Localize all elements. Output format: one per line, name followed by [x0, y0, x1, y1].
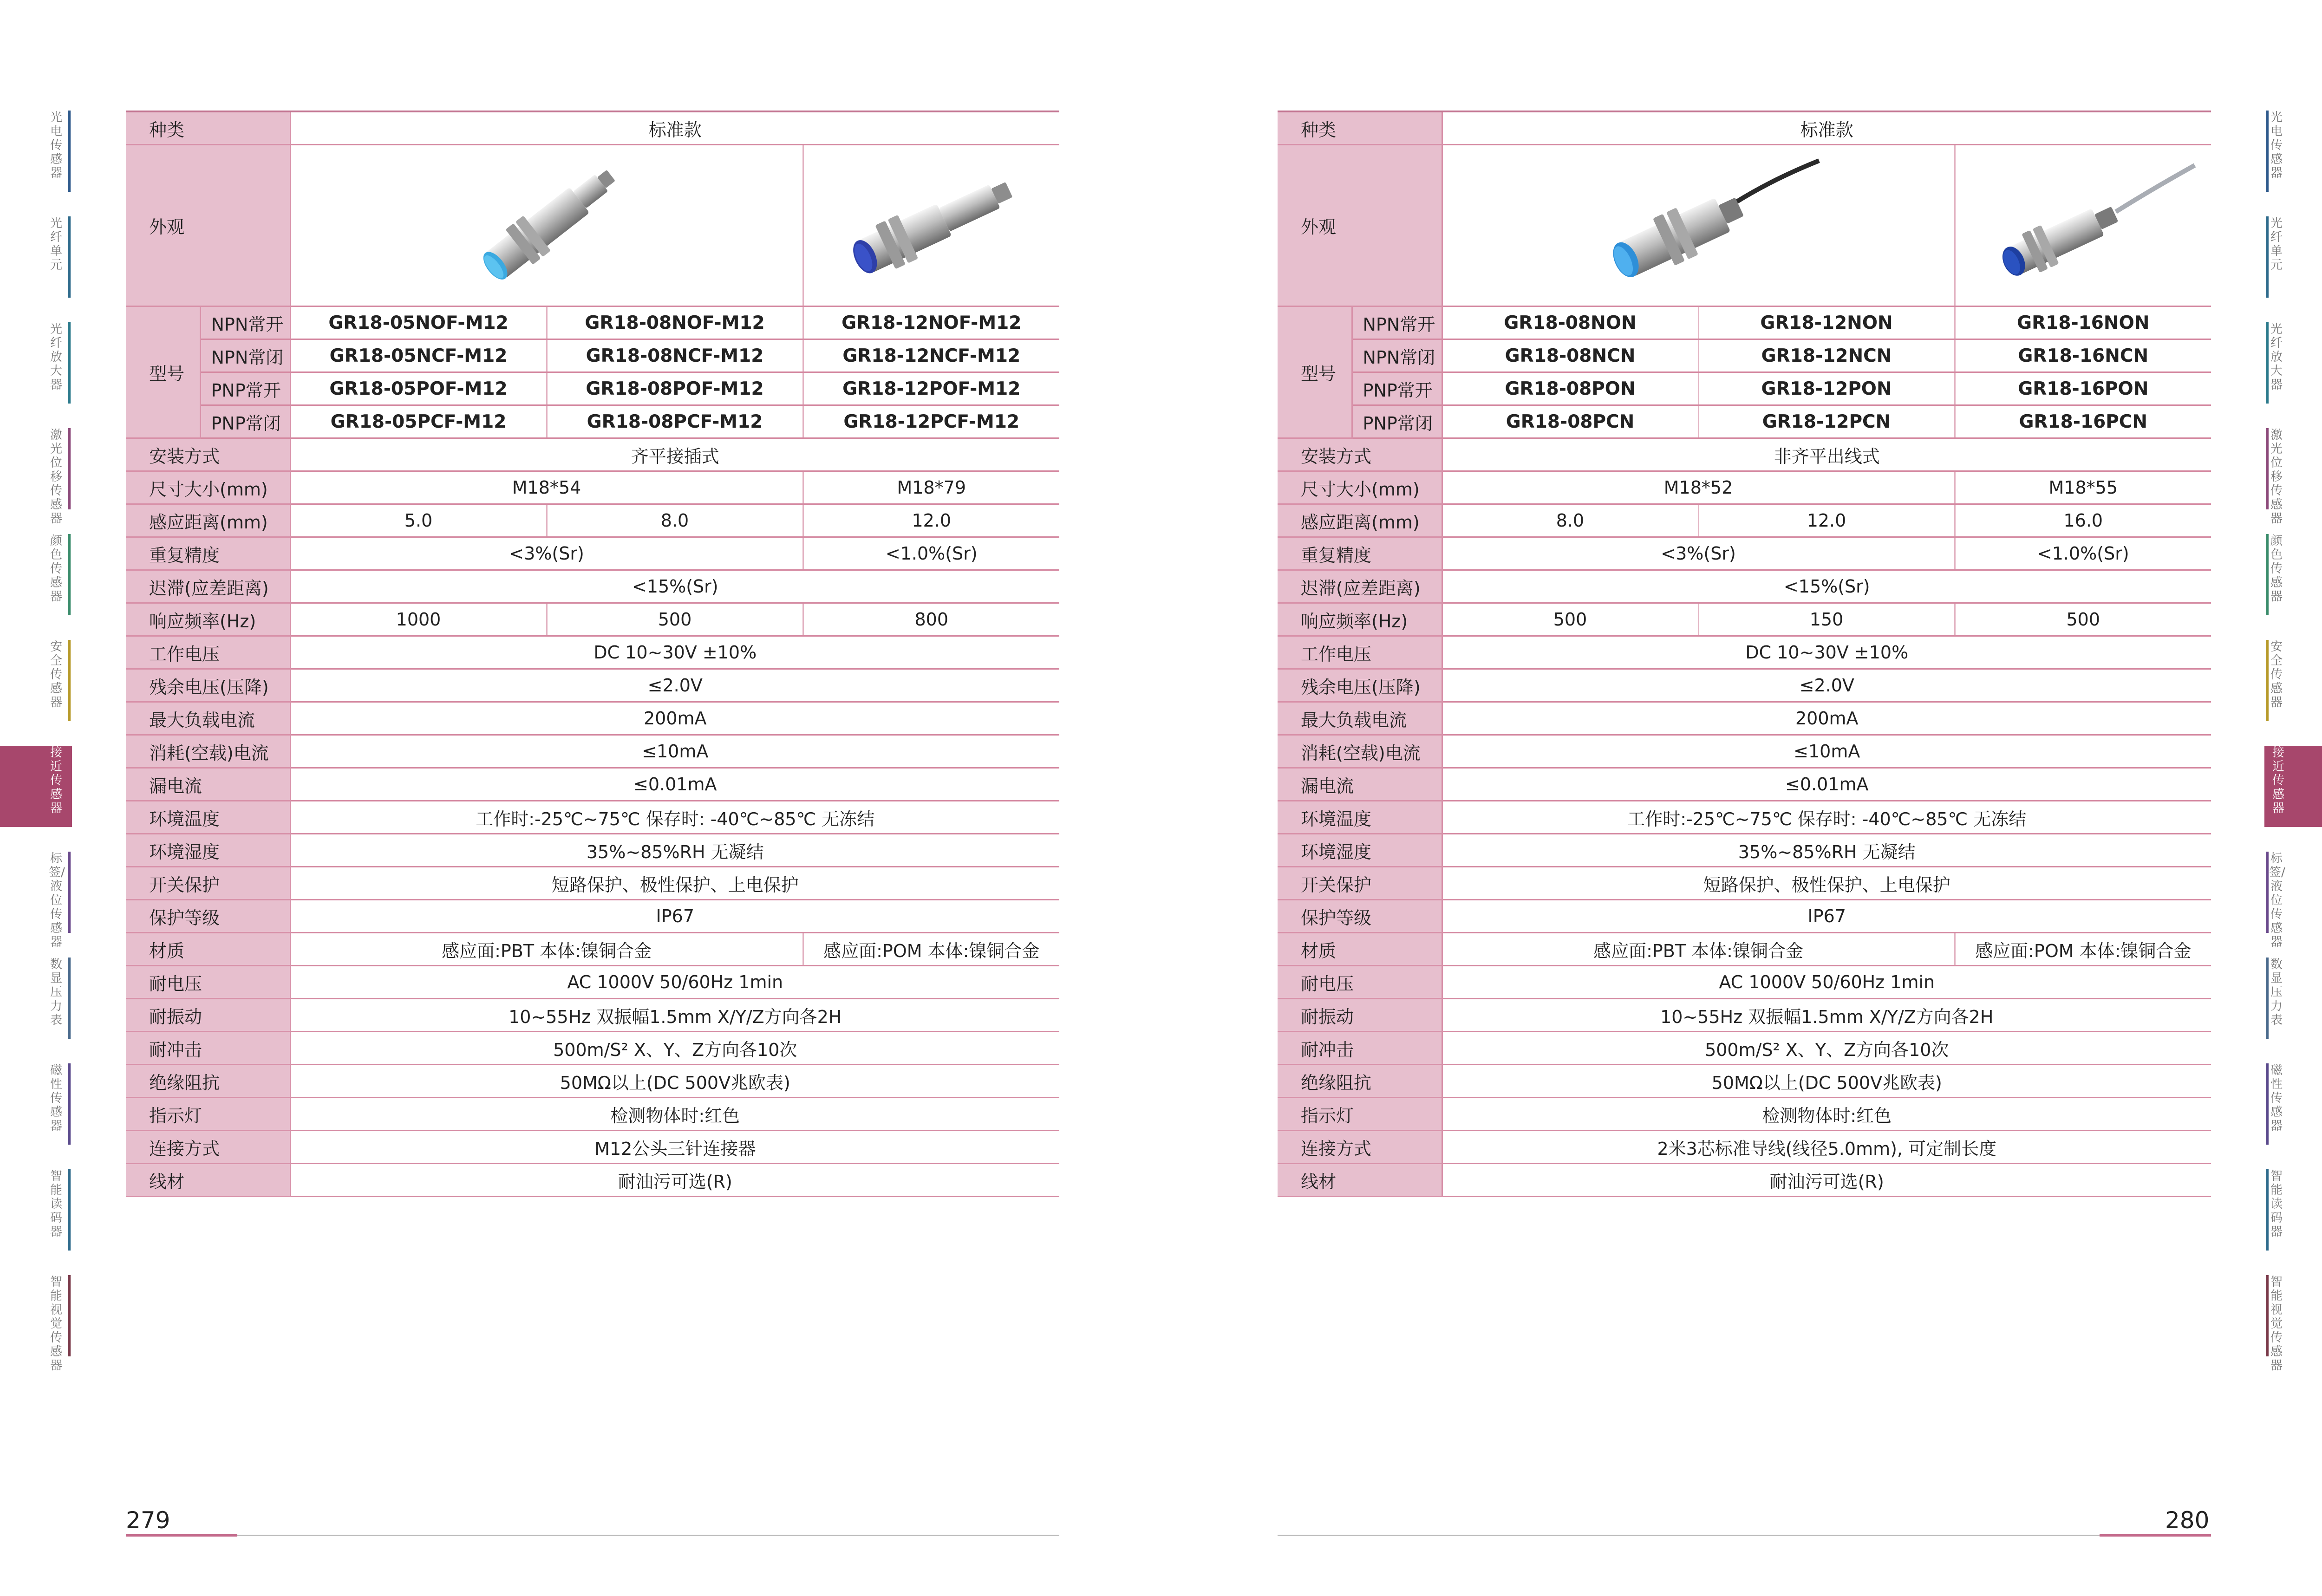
model-number: GR18-08POF-M12	[547, 372, 803, 405]
spec-label: 尺寸大小(mm)	[1278, 471, 1442, 504]
side-tab-label: 智能视觉传感器	[2270, 1275, 2283, 1373]
spec-row	[126, 1098, 1059, 1131]
model-row	[126, 306, 1059, 339]
spec-value: 感应面:POM 本体:镍铜合金	[803, 933, 1059, 966]
output-type-label: NPN常闭	[200, 339, 290, 372]
sensor-m12-long-image	[825, 156, 1038, 295]
model-row	[1278, 306, 2211, 339]
spec-label: 保护等级	[126, 900, 290, 933]
spec-value: IP67	[1442, 900, 2211, 933]
sensor-cable-short-image	[1568, 151, 1828, 300]
side-tab-color-bar	[2266, 640, 2269, 721]
spec-value: AC 1000V 50/60Hz 1min	[290, 966, 1059, 999]
side-tab-label: 激光位移传感器	[50, 428, 62, 526]
side-tab-label: 标签/液位传感器	[2269, 852, 2285, 949]
spec-value: 短路保护、极性保护、上电保护	[1442, 867, 2211, 900]
model-number: GR18-16NON	[1955, 306, 2211, 339]
spec-value: <1.0%(Sr)	[803, 537, 1059, 570]
side-tab[interactable]	[44, 111, 72, 192]
spec-value: 8.0	[1442, 504, 1698, 537]
side-tab-color-bar	[68, 111, 71, 192]
side-tab[interactable]	[2264, 1063, 2292, 1145]
footer-rule-accent	[126, 1534, 237, 1537]
side-tab-label: 数显压力表	[50, 958, 62, 1027]
spec-label: 保护等级	[1278, 900, 1442, 933]
side-tab[interactable]	[2264, 1169, 2292, 1251]
output-type-label: PNP常开	[1352, 372, 1442, 405]
output-type-label: NPN常开	[200, 306, 290, 339]
spec-label: 材质	[126, 933, 290, 966]
spec-label: 重复精度	[126, 537, 290, 570]
spec-value: ≤2.0V	[1442, 669, 2211, 702]
side-tab-color-bar	[68, 1169, 71, 1251]
spec-value: AC 1000V 50/60Hz 1min	[1442, 966, 2211, 999]
side-tab[interactable]	[2264, 852, 2292, 949]
spec-value: M12公头三针连接器	[290, 1131, 1059, 1164]
spec-row	[1278, 999, 2211, 1032]
spec-value: 检测物体时:红色	[290, 1098, 1059, 1131]
side-tab[interactable]	[44, 428, 72, 526]
spec-value: DC 10~30V ±10%	[1442, 636, 2211, 669]
side-tab-color-bar	[68, 1063, 71, 1145]
spec-label: 开关保护	[126, 867, 290, 900]
spec-label: 材质	[1278, 933, 1442, 966]
spec-label: 工作电压	[1278, 636, 1442, 669]
spec-value: ≤10mA	[290, 735, 1059, 768]
model-number: GR18-12NON	[1698, 306, 1955, 339]
side-tab[interactable]	[2264, 746, 2322, 827]
spec-label: 工作电压	[126, 636, 290, 669]
side-tab-color-bar	[2266, 1169, 2269, 1251]
spec-value: 感应面:POM 本体:镍铜合金	[1955, 933, 2211, 966]
spec-value: 非齐平出线式	[1442, 438, 2211, 471]
side-tab-label: 智能读码器	[50, 1169, 62, 1239]
spec-value: <3%(Sr)	[1442, 537, 1955, 570]
model-row	[1278, 405, 2211, 438]
spec-value: 工作时:-25℃~75℃ 保存时: -40℃~85℃ 无冻结	[1442, 801, 2211, 834]
spec-row	[1278, 900, 2211, 933]
side-tab-color-bar	[2266, 428, 2269, 509]
model-number: GR18-08NCF-M12	[547, 339, 803, 372]
side-tab-color-bar	[68, 428, 71, 509]
spec-row	[1278, 537, 2211, 570]
side-tab[interactable]	[44, 1063, 72, 1145]
footer-rule	[1278, 1535, 2211, 1536]
model-number: GR18-12PCF-M12	[803, 405, 1059, 438]
spec-row	[1278, 1032, 2211, 1065]
side-tab-color-bar	[68, 322, 71, 404]
spec-label: 最大负载电流	[1278, 702, 1442, 735]
spec-label: 残余电压(压降)	[126, 669, 290, 702]
side-tab-label: 标签/液位传感器	[49, 852, 65, 949]
spec-label: 耐振动	[1278, 999, 1442, 1032]
spec-label: 重复精度	[1278, 537, 1442, 570]
spec-value: 2米3芯标准导线(线径5.0mm), 可定制长度	[1442, 1131, 2211, 1164]
spec-row	[126, 768, 1059, 801]
spec-value: 16.0	[1955, 504, 2211, 537]
side-tab[interactable]	[44, 534, 72, 615]
side-tab-color-bar	[2266, 216, 2269, 298]
spec-row	[1278, 933, 2211, 966]
spec-value: 35%~85%RH 无凝结	[290, 834, 1059, 867]
spec-value: M18*55	[1955, 471, 2211, 504]
sensor-cable-long-image	[1967, 151, 2199, 300]
side-tab-color-bar	[2266, 1063, 2269, 1145]
spec-row	[126, 933, 1059, 966]
spec-value: ≤2.0V	[290, 669, 1059, 702]
model-number: GR18-12PCN	[1698, 405, 1955, 438]
spec-row	[126, 735, 1059, 768]
spec-value: 200mA	[1442, 702, 2211, 735]
spec-label: 连接方式	[1278, 1131, 1442, 1164]
side-tab-color-bar	[68, 534, 71, 615]
side-tab-label: 接近传感器	[50, 746, 62, 815]
model-number: GR18-08PCF-M12	[547, 405, 803, 438]
model-number: GR18-05NOF-M12	[290, 306, 547, 339]
spec-label: 指示灯	[1278, 1098, 1442, 1131]
spec-value: 500m/S² X、Y、Z方向各10次	[290, 1032, 1059, 1065]
spec-value: <15%(Sr)	[1442, 570, 2211, 603]
side-tab-label: 安全传感器	[2270, 640, 2283, 710]
product-image-cell	[290, 145, 803, 306]
spec-row	[126, 834, 1059, 867]
side-tab[interactable]	[2264, 1275, 2292, 1373]
model-number: GR18-05POF-M12	[290, 372, 547, 405]
side-tab-label: 智能读码器	[2270, 1169, 2283, 1239]
spec-label: 线材	[126, 1164, 290, 1197]
output-type-label: NPN常闭	[1352, 339, 1442, 372]
model-row	[126, 339, 1059, 372]
type-label: 种类	[126, 111, 290, 145]
spec-label: 迟滞(应差距离)	[1278, 570, 1442, 603]
spec-row	[126, 1065, 1059, 1098]
spec-label: 环境湿度	[1278, 834, 1442, 867]
spec-value: M18*54	[290, 471, 803, 504]
model-label: 型号	[1278, 306, 1352, 438]
spec-label: 漏电流	[126, 768, 290, 801]
model-number: GR18-08PCN	[1442, 405, 1698, 438]
spec-row	[1278, 504, 2211, 537]
model-number: GR18-08NON	[1442, 306, 1698, 339]
spec-label: 绝缘阻抗	[126, 1065, 290, 1098]
side-tab-color-bar	[2266, 958, 2269, 1039]
spec-label: 耐电压	[1278, 966, 1442, 999]
spec-value: <15%(Sr)	[290, 570, 1059, 603]
side-tab-label: 磁性传感器	[2270, 1063, 2283, 1133]
spec-value: 耐油污可选(R)	[1442, 1164, 2211, 1197]
spec-value: IP67	[290, 900, 1059, 933]
spec-value: 50MΩ以上(DC 500V兆欧表)	[290, 1065, 1059, 1098]
spec-value: M18*52	[1442, 471, 1955, 504]
spec-row	[126, 570, 1059, 603]
product-image-cell	[1442, 145, 1955, 306]
model-label: 型号	[126, 306, 200, 438]
spec-value: 5.0	[290, 504, 547, 537]
spec-value: 齐平接插式	[290, 438, 1059, 471]
model-number: GR18-08NCN	[1442, 339, 1698, 372]
spec-row	[1278, 735, 2211, 768]
model-number: GR18-05NCF-M12	[290, 339, 547, 372]
model-row	[126, 372, 1059, 405]
side-tab-label: 磁性传感器	[50, 1063, 62, 1133]
model-number: GR18-16PCN	[1955, 405, 2211, 438]
spec-label: 环境温度	[126, 801, 290, 834]
model-number: GR18-16PON	[1955, 372, 2211, 405]
side-tab-color-bar	[2266, 534, 2269, 615]
spec-label: 耐冲击	[126, 1032, 290, 1065]
footer-rule	[126, 1535, 1059, 1536]
spec-value: 感应面:PBT 本体:镍铜合金	[1442, 933, 1955, 966]
spec-row	[126, 966, 1059, 999]
spec-label: 残余电压(压降)	[1278, 669, 1442, 702]
product-image-cell	[1955, 145, 2211, 306]
spec-value: 800	[803, 603, 1059, 636]
spec-row	[126, 603, 1059, 636]
model-row	[1278, 339, 2211, 372]
spec-row	[1278, 1098, 2211, 1131]
spec-row	[126, 504, 1059, 537]
model-row	[126, 405, 1059, 438]
spec-row	[1278, 438, 2211, 471]
type-label: 种类	[1278, 111, 1442, 145]
side-tab[interactable]	[2264, 640, 2292, 721]
spec-value: 12.0	[803, 504, 1059, 537]
spec-value: ≤10mA	[1442, 735, 2211, 768]
spec-row	[126, 537, 1059, 570]
model-number: GR18-05PCF-M12	[290, 405, 547, 438]
model-number: GR18-12POF-M12	[803, 372, 1059, 405]
output-type-label: PNP常开	[200, 372, 290, 405]
model-number: GR18-12PON	[1698, 372, 1955, 405]
side-tab-color-bar	[2266, 1275, 2269, 1356]
side-tab-color-bar	[2266, 322, 2269, 404]
spec-label: 感应距离(mm)	[126, 504, 290, 537]
spec-label: 绝缘阻抗	[1278, 1065, 1442, 1098]
spec-label: 环境湿度	[126, 834, 290, 867]
spec-row	[126, 1164, 1059, 1197]
right-page	[1168, 0, 2322, 1596]
spec-label: 耐电压	[126, 966, 290, 999]
spec-value: 检测物体时:红色	[1442, 1098, 2211, 1131]
spec-value: ≤0.01mA	[1442, 768, 2211, 801]
side-tab[interactable]	[44, 640, 72, 721]
spec-value: 1000	[290, 603, 547, 636]
spec-table	[126, 111, 1059, 1197]
spec-value: 10~55Hz 双振幅1.5mm X/Y/Z方向各2H	[290, 999, 1059, 1032]
side-tab-color-bar	[68, 1275, 71, 1356]
output-type-label: PNP常闭	[200, 405, 290, 438]
spec-row	[126, 471, 1059, 504]
spec-row	[1278, 636, 2211, 669]
spec-label: 感应距离(mm)	[1278, 504, 1442, 537]
spec-value: 500	[1442, 603, 1698, 636]
spec-row	[1278, 570, 2211, 603]
appearance-label: 外观	[126, 145, 290, 306]
side-tab-label: 光纤放大器	[2270, 322, 2283, 392]
side-tab[interactable]	[2264, 958, 2292, 1039]
spec-label: 指示灯	[126, 1098, 290, 1131]
side-tab[interactable]	[44, 216, 72, 298]
product-image-cell	[803, 145, 1059, 306]
side-tab[interactable]	[2264, 428, 2292, 526]
spec-row	[1278, 966, 2211, 999]
model-number: GR18-16NCN	[1955, 339, 2211, 372]
spec-value: 500	[1955, 603, 2211, 636]
spec-row	[126, 999, 1059, 1032]
spec-row	[1278, 834, 2211, 867]
appearance-label: 外观	[1278, 145, 1442, 306]
side-tab[interactable]	[44, 958, 72, 1039]
spec-value: 8.0	[547, 504, 803, 537]
model-number: GR18-12NCN	[1698, 339, 1955, 372]
spec-label: 耐振动	[126, 999, 290, 1032]
side-tab[interactable]	[2264, 111, 2292, 192]
spec-label: 漏电流	[1278, 768, 1442, 801]
spec-value: 200mA	[290, 702, 1059, 735]
spec-row	[126, 900, 1059, 933]
spec-label: 响应频率(Hz)	[1278, 603, 1442, 636]
spec-label: 耐冲击	[1278, 1032, 1442, 1065]
type-value: 标准款	[1442, 111, 2211, 145]
spec-row	[126, 669, 1059, 702]
spec-label: 连接方式	[126, 1131, 290, 1164]
page-number: 280	[2165, 1507, 2210, 1534]
spec-value: 500m/S² X、Y、Z方向各10次	[1442, 1032, 2211, 1065]
output-type-label: PNP常闭	[1352, 405, 1442, 438]
spec-row	[126, 867, 1059, 900]
spec-row	[1278, 1164, 2211, 1197]
model-number: GR18-12NOF-M12	[803, 306, 1059, 339]
spec-row	[1278, 702, 2211, 735]
spec-label: 安装方式	[1278, 438, 1442, 471]
spec-value: 12.0	[1698, 504, 1955, 537]
spec-row	[126, 636, 1059, 669]
sensor-m12-short-image	[449, 156, 644, 295]
spec-row	[1278, 669, 2211, 702]
spec-row	[1278, 1131, 2211, 1164]
spec-value: <3%(Sr)	[290, 537, 803, 570]
spec-value: 短路保护、极性保护、上电保护	[290, 867, 1059, 900]
spec-value: DC 10~30V ±10%	[290, 636, 1059, 669]
spec-row	[126, 702, 1059, 735]
side-tab-label: 接近传感器	[2272, 746, 2284, 815]
side-tab[interactable]	[44, 1169, 72, 1251]
side-tab[interactable]	[44, 1275, 72, 1373]
spec-label: 开关保护	[1278, 867, 1442, 900]
side-tab-color-bar	[2266, 852, 2269, 933]
spec-value: 150	[1698, 603, 1955, 636]
model-row	[1278, 372, 2211, 405]
spec-row	[1278, 1065, 2211, 1098]
side-tab[interactable]	[44, 322, 72, 404]
side-tab-label: 光纤单元	[50, 216, 62, 272]
side-tab[interactable]	[2264, 216, 2292, 298]
spec-value: M18*79	[803, 471, 1059, 504]
side-tab-color-bar	[68, 216, 71, 298]
output-type-label: NPN常开	[1352, 306, 1442, 339]
spec-value: 工作时:-25℃~75℃ 保存时: -40℃~85℃ 无冻结	[290, 801, 1059, 834]
side-tab-label: 数显压力表	[2270, 958, 2283, 1027]
spec-label: 迟滞(应差距离)	[126, 570, 290, 603]
spec-row	[126, 801, 1059, 834]
type-value: 标准款	[290, 111, 1059, 145]
spec-row	[1278, 867, 2211, 900]
side-tab-label: 光电传感器	[2270, 111, 2283, 180]
spec-row	[126, 438, 1059, 471]
spec-value: 感应面:PBT 本体:镍铜合金	[290, 933, 803, 966]
side-tab[interactable]	[2264, 534, 2292, 615]
spec-value: 10~55Hz 双振幅1.5mm X/Y/Z方向各2H	[1442, 999, 2211, 1032]
spec-value: <1.0%(Sr)	[1955, 537, 2211, 570]
side-tab-label: 颜色传感器	[2270, 534, 2283, 604]
side-tab-label: 激光位移传感器	[2270, 428, 2283, 526]
side-tab[interactable]	[44, 852, 72, 949]
spec-row	[126, 1131, 1059, 1164]
model-number: GR18-08NOF-M12	[547, 306, 803, 339]
page-number: 279	[126, 1507, 170, 1534]
spec-value: 50MΩ以上(DC 500V兆欧表)	[1442, 1065, 2211, 1098]
side-tab-label: 光电传感器	[50, 111, 62, 180]
spec-label: 响应频率(Hz)	[126, 603, 290, 636]
spec-row	[1278, 471, 2211, 504]
spec-row	[126, 1032, 1059, 1065]
spec-label: 线材	[1278, 1164, 1442, 1197]
footer-rule-accent	[2100, 1534, 2211, 1537]
spec-label: 安装方式	[126, 438, 290, 471]
side-tab-color-bar	[68, 852, 71, 933]
spec-label: 消耗(空载)电流	[1278, 735, 1442, 768]
spec-table	[1278, 111, 2211, 1197]
side-tab-label: 光纤单元	[2270, 216, 2283, 272]
side-tab-color-bar	[2266, 111, 2269, 192]
spec-row	[1278, 603, 2211, 636]
model-number: GR18-12NCF-M12	[803, 339, 1059, 372]
side-tab-label: 智能视觉传感器	[50, 1275, 62, 1373]
spec-value: 500	[547, 603, 803, 636]
spec-label: 最大负载电流	[126, 702, 290, 735]
side-tab-color-bar	[68, 640, 71, 721]
side-tab-label: 颜色传感器	[50, 534, 62, 604]
side-tab-color-bar	[68, 958, 71, 1039]
model-number: GR18-08PON	[1442, 372, 1698, 405]
spec-value: 35%~85%RH 无凝结	[1442, 834, 2211, 867]
spec-label: 环境温度	[1278, 801, 1442, 834]
side-tab[interactable]	[2264, 322, 2292, 404]
spec-label: 尺寸大小(mm)	[126, 471, 290, 504]
side-tab[interactable]	[0, 746, 72, 827]
spec-value: 耐油污可选(R)	[290, 1164, 1059, 1197]
spec-row	[1278, 768, 2211, 801]
side-tab-label: 光纤放大器	[50, 322, 62, 392]
spec-row	[1278, 801, 2211, 834]
spec-value: ≤0.01mA	[290, 768, 1059, 801]
side-tab-label: 安全传感器	[50, 640, 62, 710]
spec-label: 消耗(空载)电流	[126, 735, 290, 768]
